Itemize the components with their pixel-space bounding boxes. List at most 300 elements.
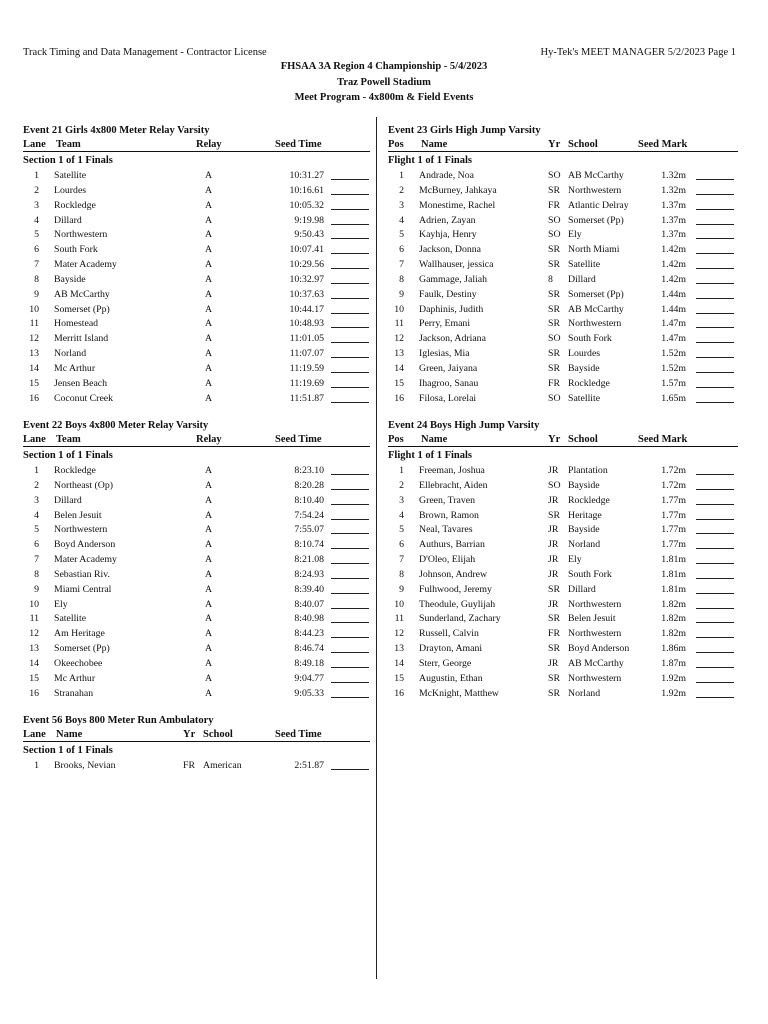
event-title: Event 23 Girls High Jump Varsity [388,125,541,136]
athlete-name: Jackson, Adriana [419,333,486,345]
relay-letter: A [205,687,213,699]
position-number: 7 [399,259,404,271]
athlete-name: Monestime, Rachel [419,199,496,211]
table-row [388,392,738,407]
lane-number: 14 [29,362,39,374]
seed-mark: 1.81m [661,568,686,580]
school-name: Somerset (Pp) [568,288,624,300]
table-row [23,169,370,184]
lane-number: 9 [34,583,39,595]
relay-letter: A [205,303,213,315]
athlete-name: Perry, Emani [419,318,471,330]
lane-number: 6 [34,244,39,256]
table-row [388,288,738,303]
seed-time: 8:44.23 [294,628,324,640]
relay-letter: A [205,568,213,580]
school-name: American [203,760,242,771]
school-name: Rockledge [568,377,610,389]
result-blank-line [331,474,369,475]
seed-mark: 1.42m [661,259,686,271]
school-name: Bayside [568,362,600,374]
team-name: Okeechobee [54,657,103,669]
table-row [388,303,738,318]
seed-time: 9:04.77 [294,672,324,684]
team-name: Mc Arthur [54,672,96,684]
relay-letter: A [205,244,213,256]
table-row [388,332,738,347]
col-seed-time: Seed Time [275,434,322,445]
seed-time: 8:10.40 [294,494,324,506]
seed-time: 10:07.41 [289,244,324,256]
result-blank-line [696,238,734,239]
result-blank-line [696,253,734,254]
result-blank-line [331,194,369,195]
relay-letter: A [205,613,213,625]
result-blank-line [331,179,369,180]
athlete-year: SR [548,687,560,699]
athlete-name: Filosa, Lorelai [419,392,477,404]
lane-number: 3 [34,494,39,506]
athlete-year: SO [548,392,561,404]
event-title: Event 24 Boys High Jump Varsity [388,420,540,431]
seed-time: 8:39.40 [294,583,324,595]
relay-letter: A [205,362,213,374]
col-name: Name [56,729,83,740]
result-blank-line [696,667,734,668]
relay-letter: A [205,479,213,491]
table-row [388,273,738,288]
table-row [23,583,370,598]
table-row [23,672,370,687]
relay-letter: A [205,672,213,684]
table-row [23,598,370,613]
result-blank-line [696,179,734,180]
result-blank-line [696,533,734,534]
athlete-year: SO [548,479,561,491]
school-name: Dillard [568,273,596,285]
seed-time: 10:44.17 [289,303,324,315]
relay-letter: A [205,259,213,271]
col-relay: Relay [196,434,222,445]
athlete-year: SO [548,214,561,226]
athlete-name: Kayhja, Henry [419,229,477,241]
relay-letter: A [205,288,213,300]
program-title: Meet Program - 4x800m & Field Events [294,92,474,103]
event-22-block [23,418,370,702]
athlete-year: JR [548,657,559,669]
seed-mark: 1.72m [661,465,686,476]
athlete-name: Daphinis, Judith [419,303,484,315]
table-row [23,494,370,509]
athlete-year: JR [548,554,559,566]
school-name: Rockledge [568,494,610,506]
school-name: Northwestern [568,598,622,610]
athlete-year: 8 [548,273,553,285]
table-row [388,538,738,553]
school-name: North Miami [568,244,620,256]
position-number: 6 [399,539,404,551]
result-blank-line [331,387,369,388]
seed-time: 10:48.93 [289,318,324,330]
relay-letter: A [205,494,213,506]
seed-time: 11:01.05 [289,333,324,345]
result-blank-line [331,238,369,239]
athlete-year: SO [548,170,561,181]
team-name: Jensen Beach [54,377,108,389]
team-name: Rockledge [54,465,96,476]
table-header [23,433,370,447]
athlete-year: SR [548,288,560,300]
table-row [23,288,370,303]
result-blank-line [696,489,734,490]
school-name: Belen Jesuit [568,613,616,625]
relay-letter: A [205,628,213,640]
relay-letter: A [205,509,213,521]
table-row [388,377,738,392]
seed-time: 8:46.74 [294,643,324,655]
table-row [388,347,738,362]
position-number: 12 [394,333,404,345]
position-number: 9 [399,288,404,300]
result-blank-line [331,769,369,770]
relay-letter: A [205,643,213,655]
result-blank-line [331,563,369,564]
position-number: 4 [399,509,404,521]
seed-time: 8:23.10 [294,465,324,476]
school-name: Northwestern [568,184,622,196]
result-blank-line [331,637,369,638]
result-blank-line [331,298,369,299]
column-divider [376,117,377,979]
athlete-name: Freeman, Joshua [419,465,485,476]
lane-number: 12 [29,333,39,345]
lane-number: 13 [29,348,39,360]
relay-letter: A [205,539,213,551]
athlete-name: Brown, Ramon [419,509,479,521]
relay-letter: A [205,333,213,345]
lane-number: 12 [29,628,39,640]
result-blank-line [331,608,369,609]
table-row [23,317,370,332]
relay-letter: A [205,229,213,241]
result-blank-line [696,652,734,653]
school-name: Bayside [568,524,600,536]
result-blank-line [696,622,734,623]
table-row [23,303,370,318]
seed-time: 9:19.98 [294,214,324,226]
relay-letter: A [205,657,213,669]
lane-number: 1 [34,465,39,476]
relay-letter: A [205,598,213,610]
result-blank-line [331,253,369,254]
result-blank-line [696,283,734,284]
relay-letter: A [205,170,213,181]
relay-letter: A [205,377,213,389]
seed-mark: 1.82m [661,598,686,610]
seed-mark: 1.82m [661,628,686,640]
team-name: Homestead [54,318,99,330]
position-number: 11 [394,318,404,330]
athlete-year: SR [548,613,560,625]
athlete-name: Adrien, Zayan [419,214,476,226]
license-text: Track Timing and Data Management - Contractor License [23,47,267,58]
seed-mark: 1.32m [661,184,686,196]
result-blank-line [331,402,369,403]
result-blank-line [331,268,369,269]
team-name: Rockledge [54,199,96,211]
lane-number: 8 [34,273,39,285]
result-blank-line [696,327,734,328]
col-pos: Pos [388,139,404,150]
result-blank-line [696,608,734,609]
athlete-name: Wallhauser, jessica [419,259,494,271]
result-blank-line [696,548,734,549]
relay-letter: A [205,583,213,595]
col-school: School [568,434,598,445]
lane-number: 11 [29,318,39,330]
entries-list [388,464,738,702]
event-title: Event 56 Boys 800 Meter Run Ambulatory [23,715,214,726]
col-school: School [203,729,233,740]
seed-mark: 1.77m [661,509,686,521]
position-number: 6 [399,244,404,256]
position-number: 3 [399,494,404,506]
lane-number: 10 [29,598,39,610]
seed-time: 11:07.07 [289,348,324,360]
table-row [23,258,370,273]
table-row [388,642,738,657]
relay-letter: A [205,524,213,536]
lane-number: 1 [34,760,39,771]
lane-number: 8 [34,568,39,580]
team-name: Lourdes [54,184,87,196]
athlete-year: SR [548,672,560,684]
school-name: South Fork [568,333,612,345]
col-yr: Yr [183,729,196,740]
team-name: Northwestern [54,229,108,241]
lane-number: 15 [29,672,39,684]
table-row [388,553,738,568]
result-blank-line [331,533,369,534]
athlete-year: SR [548,509,560,521]
position-number: 15 [394,377,404,389]
result-blank-line [331,209,369,210]
athlete-name: Gammage, Jaliah [419,273,488,285]
seed-time: 8:49.18 [294,657,324,669]
result-blank-line [331,283,369,284]
seed-mark: 1.44m [661,303,686,315]
seed-mark: 1.77m [661,494,686,506]
result-blank-line [696,372,734,373]
position-number: 1 [399,170,404,181]
school-name: Bayside [568,479,600,491]
position-number: 15 [394,672,404,684]
event-title: Event 22 Boys 4x800 Meter Relay Varsity [23,420,209,431]
athlete-name: Ellebracht, Aiden [419,479,488,491]
athlete-year: JR [548,598,559,610]
lane-number: 15 [29,377,39,389]
col-yr: Yr [548,139,561,150]
relay-letter: A [205,273,213,285]
position-number: 13 [394,643,404,655]
seed-time: 7:55.07 [294,524,324,536]
seed-mark: 1.37m [661,214,686,226]
position-number: 13 [394,348,404,360]
team-name: Somerset (Pp) [54,643,110,655]
school-name: Norland [568,687,601,699]
athlete-year: SR [548,303,560,315]
athlete-name: Russell, Calvin [419,628,479,640]
table-header [23,138,370,152]
athlete-year: SR [548,362,560,374]
table-row [388,494,738,509]
col-seed-mark: Seed Mark [638,434,688,445]
table-row [23,657,370,672]
position-number: 10 [394,303,404,315]
school-name: Atlantic Delray [568,199,629,211]
position-number: 9 [399,583,404,595]
result-blank-line [696,342,734,343]
lane-number: 2 [34,479,39,491]
team-name: South Fork [54,244,98,256]
team-name: Belen Jesuit [54,509,102,521]
table-row [388,243,738,258]
seed-time: 10:37.63 [289,288,324,300]
table-row [388,612,738,627]
result-blank-line [331,697,369,698]
athlete-name: McKnight, Matthew [419,687,499,699]
result-blank-line [331,622,369,623]
table-row [388,464,738,479]
position-number: 5 [399,229,404,241]
athlete-year: JR [548,524,559,536]
relay-letter: A [205,199,213,211]
entries-list [23,464,370,702]
seed-mark: 1.47m [661,333,686,345]
lane-number: 5 [34,524,39,536]
athlete-year: FR [548,199,560,211]
seed-mark: 1.77m [661,524,686,536]
lane-number: 4 [34,509,39,521]
athlete-year: JR [548,465,559,476]
team-name: Dillard [54,494,82,506]
lane-number: 11 [29,613,39,625]
result-blank-line [696,224,734,225]
table-row [388,199,738,214]
athlete-year: SR [548,184,560,196]
athlete-year: FR [183,760,195,771]
school-name: AB McCarthy [568,303,624,315]
table-row [23,538,370,553]
table-row [388,184,738,199]
table-row [23,479,370,494]
school-name: Northwestern [568,628,622,640]
position-number: 16 [394,687,404,699]
athlete-name: Drayton, Amani [419,643,483,655]
flight-label: Flight 1 of 1 Finals [388,155,473,166]
section-label: Section 1 of 1 Finals [23,155,113,166]
relay-letter: A [205,214,213,226]
athlete-name: Sunderland, Zachary [419,613,501,625]
result-blank-line [696,313,734,314]
table-row [23,553,370,568]
lane-number: 9 [34,288,39,300]
table-row [388,687,738,702]
team-name: Satellite [54,170,87,181]
col-yr: Yr [548,434,561,445]
position-number: 10 [394,598,404,610]
table-header [388,433,738,447]
team-name: Stranahan [54,687,94,699]
seed-time: 11:51.87 [289,392,324,404]
seed-mark: 1.42m [661,273,686,285]
seed-mark: 1.57m [661,377,686,389]
seed-time: 10:16.61 [289,184,324,196]
result-blank-line [696,593,734,594]
table-row [23,347,370,362]
table-row [388,362,738,377]
entries-list [23,759,370,774]
seed-mark: 1.77m [661,539,686,551]
athlete-name: Fulhwood, Jeremy [419,583,492,595]
table-row [23,612,370,627]
result-blank-line [331,342,369,343]
table-row [388,627,738,642]
table-row [23,273,370,288]
position-number: 11 [394,613,404,625]
seed-time: 8:20.28 [294,479,324,491]
athlete-name: Iglesias, Mia [419,348,470,360]
team-name: Mater Academy [54,259,117,271]
school-name: Plantation [568,465,608,476]
team-name: AB McCarthy [54,288,110,300]
table-row [23,184,370,199]
col-name: Name [421,434,448,445]
athlete-name: Neal, Tavares [419,524,473,536]
result-blank-line [331,372,369,373]
seed-time: 10:05.32 [289,199,324,211]
seed-mark: 1.72m [661,479,686,491]
team-name: Am Heritage [54,628,105,640]
position-number: 5 [399,524,404,536]
school-name: Dillard [568,583,596,595]
table-row [388,523,738,538]
lane-number: 7 [34,259,39,271]
school-name: Heritage [568,509,602,521]
entries-list [23,169,370,407]
table-row [388,317,738,332]
athlete-name: Andrade, Noa [419,170,474,181]
meet-title: FHSAA 3A Region 4 Championship - 5/4/2023 [280,61,488,72]
result-blank-line [696,357,734,358]
school-name: Northwestern [568,672,622,684]
relay-letter: A [205,554,213,566]
lane-number: 5 [34,229,39,241]
athlete-year: JR [548,568,559,580]
position-number: 2 [399,184,404,196]
team-name: Northeast (Op) [54,479,114,491]
table-row [388,583,738,598]
team-name: Dillard [54,214,82,226]
result-blank-line [331,519,369,520]
result-blank-line [696,209,734,210]
seed-time: 8:21.08 [294,554,324,566]
seed-time: 11:19.69 [289,377,324,389]
event-title: Event 21 Girls 4x800 Meter Relay Varsity [23,125,210,136]
lane-number: 16 [29,392,39,404]
result-blank-line [696,637,734,638]
team-name: Northwestern [54,524,108,536]
